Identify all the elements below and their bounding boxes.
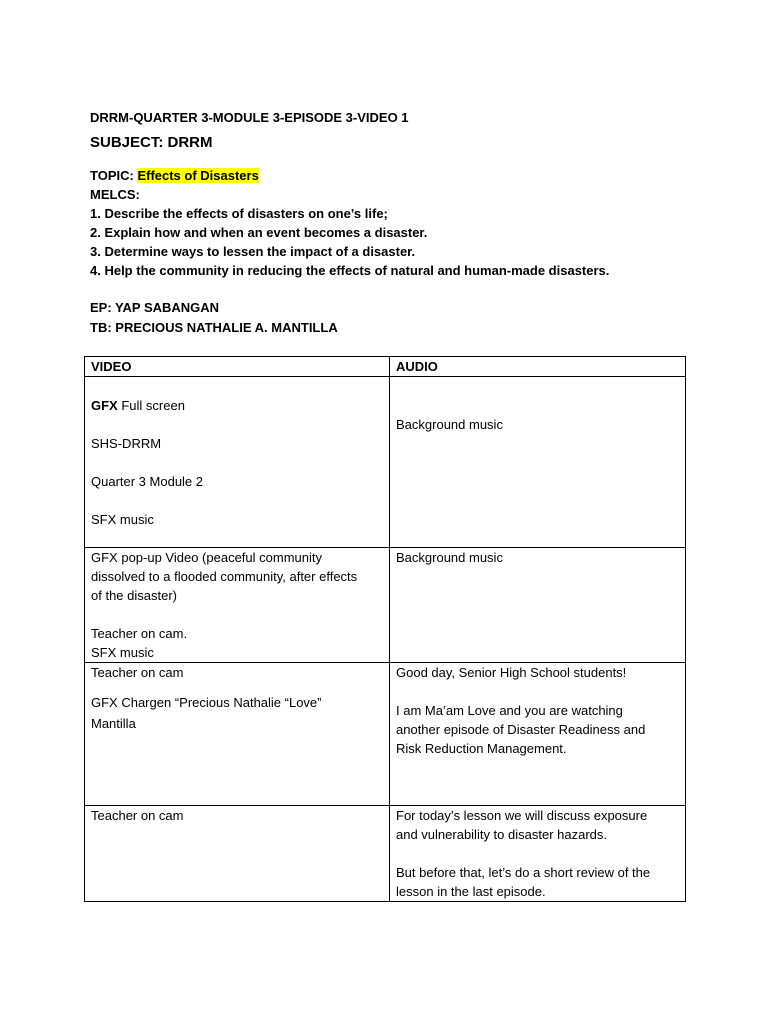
video-line: dissolved to a flooded community, after effects bbox=[91, 569, 358, 584]
video-line: GFX pop-up Video (peaceful community bbox=[91, 550, 322, 565]
audio-cell bbox=[390, 377, 686, 548]
document-title: DRRM-QUARTER 3-MODULE 3-EPISODE 3-VIDEO 1 bbox=[90, 110, 409, 125]
audio-line: Background music bbox=[396, 550, 503, 565]
audio-line: Good day, Senior High School students! bbox=[396, 665, 627, 680]
gfx-rest-label: Full screen bbox=[117, 398, 185, 413]
table-row bbox=[85, 377, 686, 548]
video-line: SHS-DRRM bbox=[91, 436, 162, 451]
audio-line: For today’s lesson we will discuss exposure bbox=[396, 808, 648, 823]
tb-line: TB: PRECIOUS NATHALIE A. MANTILLA bbox=[90, 320, 338, 335]
video-line: Teacher on cam bbox=[91, 808, 184, 823]
video-cell bbox=[85, 806, 390, 902]
audio-line: another episode of Disaster Readiness and bbox=[396, 722, 646, 737]
audio-line: Risk Reduction Management. bbox=[396, 741, 567, 756]
melc-item: 2. Explain how and when an event becomes a disaster. bbox=[90, 225, 428, 240]
subject-line: SUBJECT: DRRM bbox=[90, 134, 213, 151]
audio-cell bbox=[390, 806, 686, 902]
video-line: Quarter 3 Module 2 bbox=[91, 474, 204, 489]
melcs-label: MELCS: bbox=[90, 187, 140, 202]
ep-line: EP: YAP SABANGAN bbox=[90, 300, 220, 315]
video-cell bbox=[85, 377, 390, 548]
gfx-bold-label: GFX bbox=[91, 398, 118, 413]
video-line: Mantilla bbox=[91, 716, 136, 731]
column-header-audio: AUDIO bbox=[390, 357, 686, 377]
video-cell bbox=[85, 548, 390, 663]
audio-line: But before that, let’s do a short review of the bbox=[396, 865, 651, 880]
audio-line: lesson in the last episode. bbox=[396, 884, 546, 899]
melc-item: 1. Describe the effects of disasters on one’s life; bbox=[90, 206, 388, 221]
video-line: Teacher on cam bbox=[91, 665, 184, 680]
topic-value: Effects of Disasters bbox=[137, 168, 259, 183]
topic-line bbox=[90, 168, 259, 184]
video-line bbox=[91, 396, 383, 415]
melc-item: 4. Help the community in reducing the effects of natural and human-made disasters. bbox=[90, 263, 610, 278]
audio-line: Background music bbox=[396, 417, 503, 432]
video-line: GFX Chargen “Precious Nathalie “Love” bbox=[91, 695, 322, 710]
video-cell bbox=[85, 663, 390, 806]
script-table bbox=[84, 356, 686, 902]
video-line: SFX music bbox=[91, 645, 154, 660]
audio-cell bbox=[390, 548, 686, 663]
table-row bbox=[85, 548, 686, 663]
video-line: Teacher on cam. bbox=[91, 626, 188, 641]
video-line: of the disaster) bbox=[91, 588, 177, 603]
table-row bbox=[85, 663, 686, 806]
audio-line: and vulnerability to disaster hazards. bbox=[396, 827, 608, 842]
table-row bbox=[85, 806, 686, 902]
table-header-row bbox=[85, 357, 686, 377]
audio-cell bbox=[390, 663, 686, 806]
column-header-video: VIDEO bbox=[85, 357, 390, 377]
video-line: SFX music bbox=[91, 512, 154, 527]
topic-label: TOPIC: bbox=[90, 168, 138, 183]
melc-item: 3. Determine ways to lessen the impact of a disaster. bbox=[90, 244, 416, 259]
audio-line: I am Ma’am Love and you are watching bbox=[396, 703, 623, 718]
